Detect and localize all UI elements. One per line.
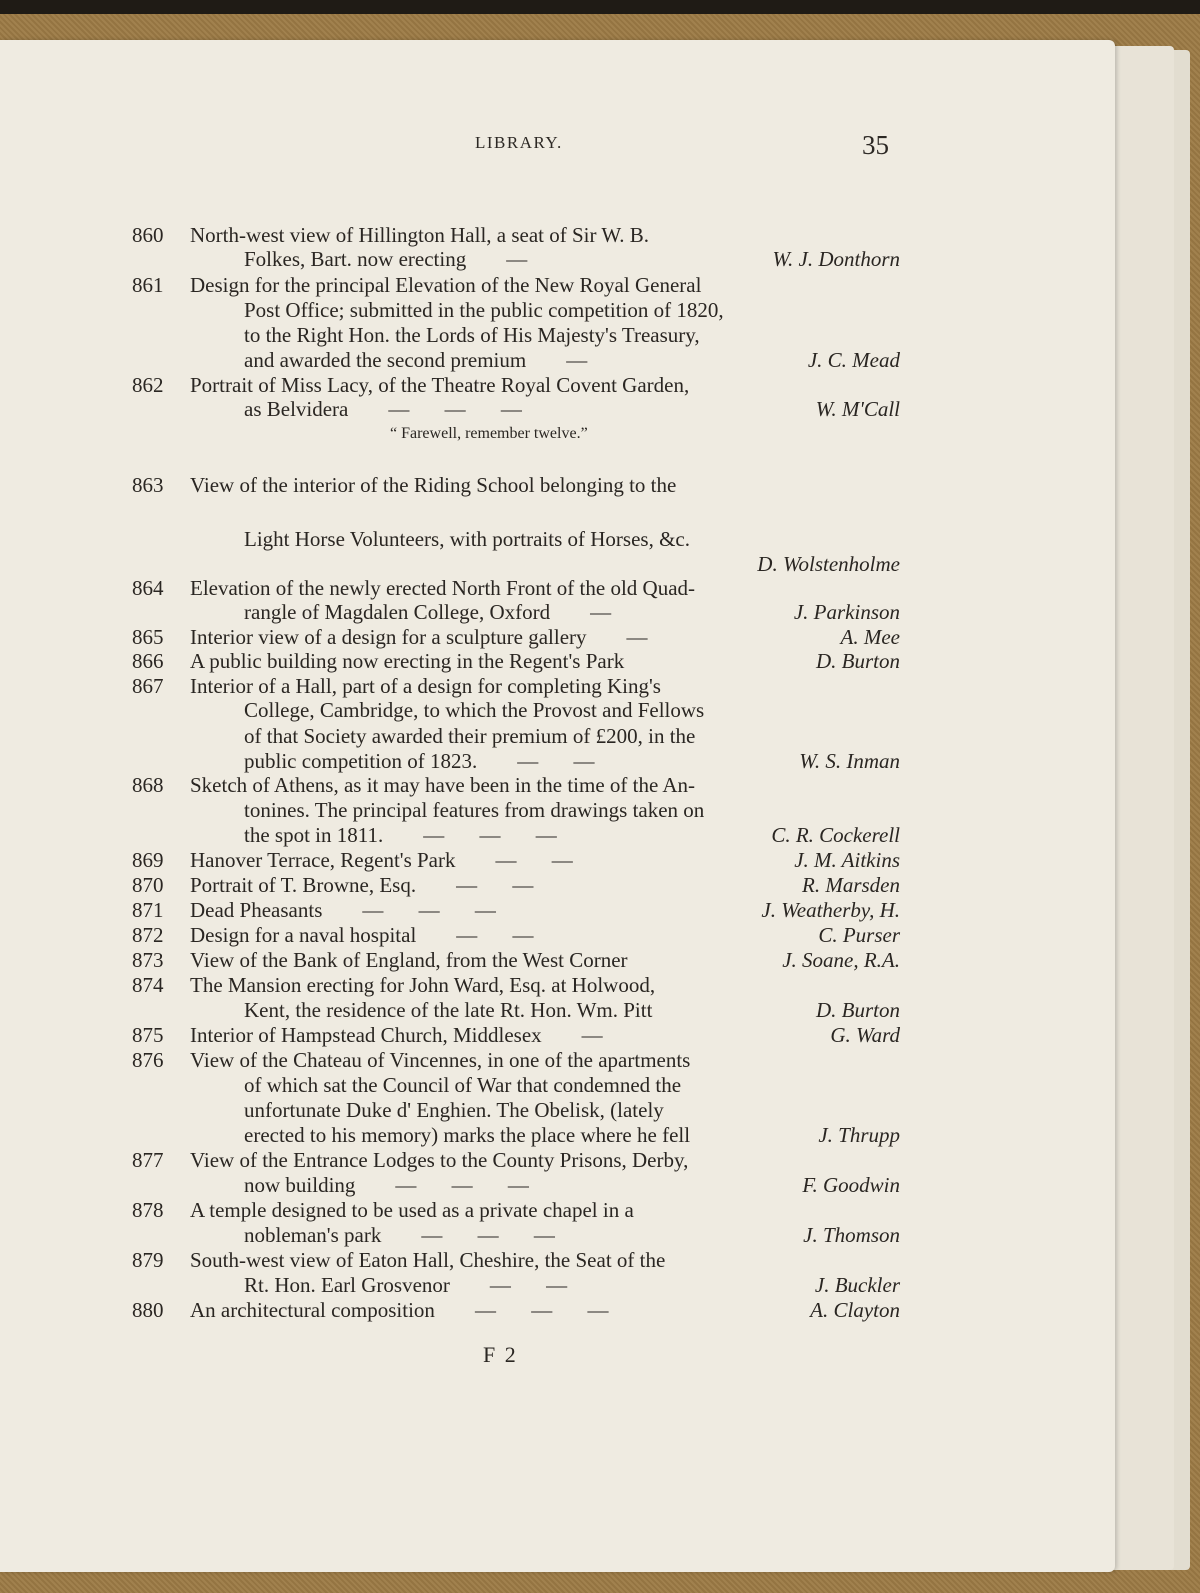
- entry-title-line: Light Horse Volunteers, with portraits of Horses, &c.: [244, 527, 690, 551]
- dash-leaders: — —: [517, 749, 595, 773]
- entry-title-line: Interior view of a design for a sculpture gallery: [190, 625, 587, 649]
- book-page: [0, 40, 1115, 1572]
- artist-name: W. S. Inman: [799, 749, 900, 773]
- entry-title-line: of which sat the Council of War that condemned the: [244, 1073, 682, 1097]
- running-head: LIBRARY.: [475, 133, 563, 152]
- entry-title-line: College, Cambridge, to which the Provost and Fellows: [244, 698, 705, 722]
- artist-name: A. Mee: [840, 625, 900, 649]
- entry-title-line: the spot in 1811.: [244, 823, 384, 847]
- entry-title-line: Portrait of Miss Lacy, of the Theatre Royal Covent Garden,: [190, 373, 690, 397]
- catalogue-number: 879: [132, 1248, 164, 1272]
- artist-name: F. Goodwin: [802, 1173, 900, 1197]
- artist-name: D. Burton: [816, 998, 900, 1022]
- entry-title-line: unfortunate Duke d' Enghien. The Obelisk, (lately: [244, 1098, 664, 1122]
- entry-title-line: now building: [244, 1173, 356, 1197]
- entry-title-line: An architectural composition: [190, 1298, 435, 1322]
- catalogue-number: 865: [132, 625, 164, 649]
- dash-leaders: —: [626, 625, 648, 649]
- dash-leaders: — — —: [423, 823, 557, 847]
- artist-name: J. Parkinson: [793, 600, 900, 624]
- entry-title-line: View of the interior of the Riding School belonging to the: [190, 473, 677, 497]
- entry-title-line: to the Right Hon. the Lords of His Majesty's Treasury,: [244, 323, 700, 347]
- catalogue-number: 872: [132, 923, 164, 947]
- entry-title-line: Portrait of T. Browne, Esq.: [190, 873, 417, 897]
- entry-title-line: of that Society awarded their premium of £200, in the: [244, 724, 696, 748]
- catalogue-number: 875: [132, 1023, 164, 1047]
- entry-title-line: erected to his memory) marks the place where he fell: [244, 1123, 691, 1147]
- entry-title-line: Interior of a Hall, part of a design for completing King's: [190, 674, 661, 698]
- artist-name: W. J. Donthorn: [772, 247, 900, 271]
- entry-title-line: rangle of Magdalen College, Oxford: [244, 600, 551, 624]
- entry-title-line: tonines. The principal features from drawings taken on: [244, 798, 705, 822]
- artist-name: A. Clayton: [810, 1298, 900, 1322]
- entry-title-line: Interior of Hampstead Church, Middlesex: [190, 1023, 542, 1047]
- entry-title-line: View of the Bank of England, from the West Corner: [190, 948, 628, 972]
- entry-title-line: Hanover Terrace, Regent's Park: [190, 848, 456, 872]
- artist-name: C. Purser: [818, 923, 900, 947]
- entry-title-line: as Belvidera: [244, 397, 349, 421]
- entry-title-line: View of the Entrance Lodges to the County Prisons, Derby,: [190, 1148, 689, 1172]
- printer-signature: F 2: [483, 1342, 518, 1367]
- entry-title-line: Elevation of the newly erected North Front of the old Quad-: [190, 576, 696, 600]
- dash-leaders: — — —: [474, 1298, 609, 1322]
- entry-title-line: Design for the principal Elevation of the New Royal General: [190, 273, 702, 297]
- dash-leaders: — —: [495, 848, 573, 872]
- artist-name: R. Marsden: [802, 873, 900, 897]
- catalogue-number: 868: [132, 773, 164, 797]
- catalogue-number: 869: [132, 848, 164, 872]
- entry-title-line: A temple designed to be used as a private chapel in a: [190, 1198, 634, 1222]
- artist-name: D. Wolstenholme: [757, 552, 900, 576]
- dash-leaders: —: [566, 348, 588, 372]
- artist-name: G. Ward: [830, 1023, 900, 1047]
- entry-title-line: South-west view of Eaton Hall, Cheshire, the Seat of the: [190, 1248, 666, 1272]
- catalogue-number: 871: [132, 898, 164, 922]
- catalogue-number: 877: [132, 1148, 164, 1172]
- catalogue-number: 861: [132, 273, 164, 297]
- catalogue-number: 860: [132, 223, 164, 247]
- page-number: 35: [862, 130, 889, 160]
- entry-title-line: and awarded the second premium: [244, 348, 527, 372]
- catalogue-number: 873: [132, 948, 164, 972]
- entry-title-line: The Mansion erecting for John Ward, Esq. at Holwood,: [190, 973, 656, 997]
- entry-title-line: North-west view of Hillington Hall, a seat of Sir W. B.: [190, 223, 650, 247]
- dash-leaders: — —: [489, 1273, 568, 1297]
- catalogue-number: 863: [132, 473, 164, 497]
- catalogue-number: 870: [132, 873, 164, 897]
- catalogue-number: 864: [132, 576, 164, 600]
- catalogue-number: 862: [132, 373, 164, 397]
- entry-title-line: Rt. Hon. Earl Grosvenor: [244, 1273, 450, 1297]
- catalogue-number: 867: [132, 674, 164, 698]
- catalogue-number: 880: [132, 1298, 164, 1322]
- artist-name: J. Thomson: [803, 1223, 900, 1247]
- quotation: “ Farewell, remember twelve.”: [390, 425, 588, 442]
- entry-title-line: Sketch of Athens, as it may have been in the time of the An-: [190, 773, 696, 797]
- dash-leaders: —: [506, 247, 528, 271]
- dash-leaders: — — —: [388, 397, 522, 421]
- artist-name: W. M'Call: [815, 397, 900, 421]
- entry-title-line: public competition of 1823.: [244, 749, 478, 773]
- artist-name: C. R. Cockerell: [771, 823, 900, 847]
- dash-leaders: — —: [456, 923, 534, 947]
- entry-title-line: Kent, the residence of the late Rt. Hon. Wm. Pitt: [244, 998, 653, 1022]
- dash-leaders: —: [581, 1023, 603, 1047]
- dash-leaders: — — —: [395, 1173, 529, 1197]
- catalogue-number: 876: [132, 1048, 164, 1072]
- entry-title-line: nobleman's park: [244, 1223, 382, 1247]
- artist-name: J. M. Aitkins: [794, 848, 900, 872]
- artist-name: J. C. Mead: [807, 348, 900, 372]
- entry-title-line: Folkes, Bart. now erecting: [244, 247, 467, 271]
- dash-leaders: — —: [456, 873, 534, 897]
- dash-leaders: — — —: [421, 1223, 555, 1247]
- entry-title-line: View of the Chateau of Vincennes, in one of the apartments: [190, 1048, 691, 1072]
- catalogue-number: 878: [132, 1198, 164, 1222]
- entry-title-line: Design for a naval hospital: [190, 923, 417, 947]
- catalogue-number: 874: [132, 973, 164, 997]
- artist-name: J. Soane, R.A.: [782, 948, 900, 972]
- entry-title-line: A public building now erecting in the Regent's Park: [190, 649, 625, 673]
- catalogue-number: 866: [132, 649, 164, 673]
- dash-leaders: — — —: [362, 898, 496, 922]
- artist-name: D. Burton: [816, 649, 900, 673]
- entry-title-line: Post Office; submitted in the public competition of 1820,: [244, 298, 724, 322]
- artist-name: J. Weatherby, H.: [761, 898, 900, 922]
- artist-name: J. Thrupp: [818, 1123, 900, 1147]
- entry-title-line: Dead Pheasants: [190, 898, 323, 922]
- artist-name: J. Buckler: [814, 1273, 900, 1297]
- dash-leaders: —: [590, 600, 612, 624]
